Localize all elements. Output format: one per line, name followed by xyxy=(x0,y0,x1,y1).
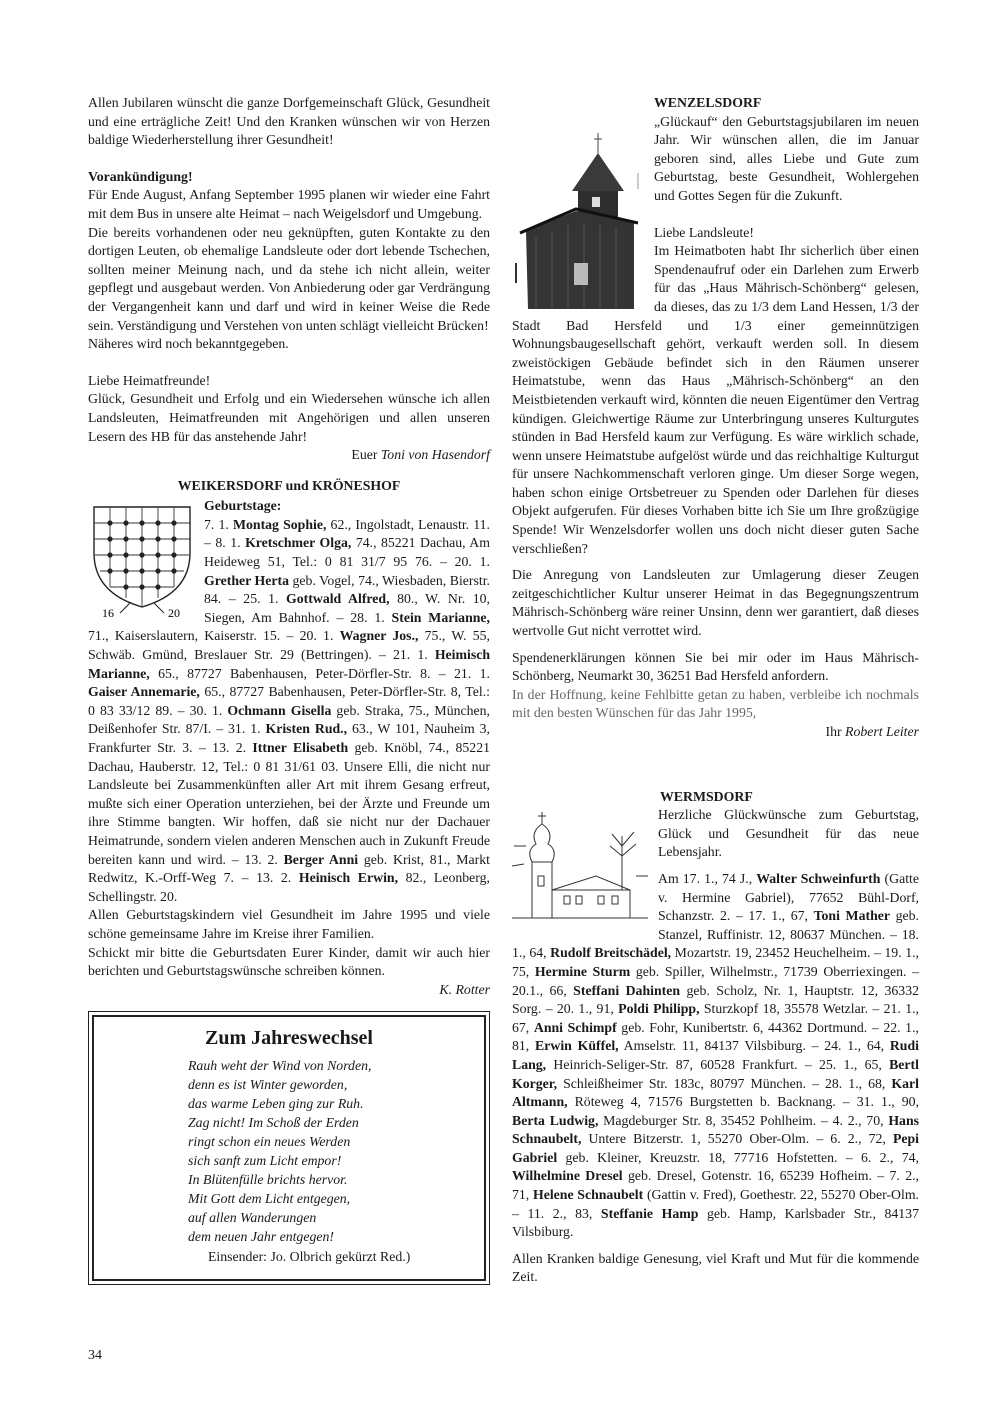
wermsdorf-birthday-entry-details: Schleißheimer Str. 183c, 80797 München. – 28. 1., 68, xyxy=(557,1075,892,1091)
right-column xyxy=(512,94,919,1287)
weikersdorf-birthday-entry-details: 65., 87727 Babenhausen, Peter-Dörfler-Str. 8. – 21. 1. xyxy=(149,665,490,681)
poem-line: Zag nicht! Im Schoß der Erden xyxy=(188,1114,359,1130)
wermsdorf-birthday-entry-details: geb. Hamp, Karlsbader Str., 84137 Vilsbiburg. xyxy=(512,1205,919,1240)
announcement-heading: Vorankündigung! xyxy=(88,168,193,184)
poem-line: Rauh weht der Wind von Norden, xyxy=(188,1057,372,1073)
weikersdorf-birthday-entry-details: 75., W. 55, Schwäb. Gmünd, Breslauer Str. 29 (Bettringen). – 21. 1. xyxy=(88,628,490,663)
wermsdorf-birthday-entry-details: Röteweg 4, 71576 Burgstetten b. Backnang. – 31. 1., 90, xyxy=(567,1094,919,1110)
wermsdorf-birthday-list xyxy=(512,870,919,1242)
wermsdorf-birthday-entry-details: Heinrich-Seliger-Str. 87, 60528 Frankfurt. – 25. 1., 65, xyxy=(546,1056,890,1072)
wermsdorf-birthday-entry-name: Bertl Korger, xyxy=(512,1056,919,1091)
weikersdorf-birthday-entry-name: Ittner Elisabeth xyxy=(252,740,349,755)
weikersdorf-birthday-entry-name: Gaiser Annemarie, xyxy=(88,684,200,700)
church-sketch-image xyxy=(512,806,650,924)
wermsdorf-birthday-entry-details: (Gattin v. Fred), Goethestr. 22, 55270 Ober-Olm. – 11. 2., 83, xyxy=(512,1187,920,1221)
wenzelsdorf-paragraph-2: Im Heimatboten habt Ihr sicherlich über einen Spendenaufruf oder ein Darlehen zum Erwerb für das „Haus Mährisch-Schönberg“ gelesen, da dieses, das zu 1/3 dem Land Hessen, 1/3 der Stadt Bad Hersfeld und 1/3 einer gemeinnützigen Wohnungsbaugesellschaft gehört, verkauft werden soll. In diesem zweistöckigen Gebäude befindet sich in den Räumen unserer Heimatstube, wenn das Haus „Mährisch-Schönberg“ an den Meistbietenden verkauft wird, könnten die neuen Eigentümer den Vertrag kündigen. Gleichwertige Räume zur Unterbringung unseres Kulturgutes stünden in Bad Hersfeld kaum zur Verfügung. Es wäre wirklich schade, wenn unsere Heimatstube aufgelöst würde und das reichhaltige Kulturgut für unsere Nachkommenschaft verloren ginge. Um dieser Sorge wegen, haben schon einige Ortsbetreuer zu Spenden oder Darlehen für dieses Objekt aufgerufen. Für dieses Vorhaben bitte ich Sie um Ihre großzügige Spende! Wir Wenzelsdorfer wollen uns doch nicht dieser guten Sache verschließen? xyxy=(512,243,919,556)
wermsdorf-birthday-entry-name: Karl Altmann, xyxy=(512,1075,919,1110)
coat-of-arms-icon xyxy=(88,501,196,619)
weikersdorf-birthday-entry-name: Kretschmer Olga, xyxy=(245,535,352,551)
weikersdorf-birthday-entry-name: Heinisch Erwin, xyxy=(298,870,399,886)
weikersdorf-birthday-entry-name: Kristen Rud., xyxy=(265,721,348,737)
weikersdorf-birthday-entry-details: 62., Ingolstadt, Lenaustr. 11. – 8. 1. xyxy=(204,516,490,551)
wenzelsdorf-paragraph-1: „Glückauf“ den Geburtstagsjubilaren im neuen Jahr. Wir wünschen allen, die im Januar geboren sind, alles Liebe und Gute zum Geburtstag, beste Gesundheit, Wohlergehen und Gottes Segen für die Zukunft. xyxy=(654,113,919,203)
jubilee-text: Allen Jubilaren wünscht die ganze Dorfgemeinschaft Glück, Gesundheit und eine erträgliche Zeit! Und den Kranken wünschen wir von Herzen baldige Wiederherstellung ihrer Gesundheit! xyxy=(88,95,490,148)
announcement-paragraph-1: Für Ende August, Anfang September 1995 planen wir wieder eine Fahrt mit dem Bus in unsere alte Heimat – nach Weigelsdorf und Umgebung. xyxy=(88,187,490,221)
chapel-sketch-icon xyxy=(512,113,646,309)
weikersdorf-birthday-entry-details: 65., 87727 Babenhausen, Peter-Dörfler-Str. 8, Tel.: 0 83 33/12 89. – 30. 1. xyxy=(88,684,490,718)
wermsdorf-birthday-entry-details: Untere Bitzerstr. 1, 55270 Ober-Olm. – 6. 2., 72, xyxy=(581,1131,893,1147)
weikersdorf-birthday-entry-details: 82., Leonberg, Schellingstr. 20. xyxy=(88,870,490,904)
wermsdorf-birthday-entry-name: Berta Ludwig, xyxy=(512,1112,599,1128)
wermsdorf-birthday-entry-details: geb. Fohr, Kunibertstr. 6, 44362 Dortmund. – 22. 1., 81, xyxy=(512,1019,919,1054)
wermsdorf-birthday-entry-name: Hans Schnaubelt, xyxy=(512,1112,919,1147)
wenzelsdorf-heading: WENZELSDORF xyxy=(654,95,762,110)
wermsdorf-birthday-entry-name: Rudi Lang, xyxy=(512,1038,919,1072)
weikersdorf-birthday-entry-name: Gottwald Alfred, xyxy=(286,591,390,607)
poem-lines xyxy=(108,1056,470,1246)
church-sketch-icon xyxy=(512,806,650,924)
weikersdorf-birthday-entry-date: 7. 1. xyxy=(204,516,233,532)
wenzelsdorf-paragraph-4: Spendenerklärungen können Sie bei mir oder im Haus Mährisch-Schönberg, Neumarkt 30, 36251 Bad Hersfeld anfordern. xyxy=(512,649,919,684)
poem-line: ringt schon ein neues Werden xyxy=(188,1133,351,1149)
left-column xyxy=(88,94,490,1281)
weikersdorf-birthday-entry-name: Montag Sophie, xyxy=(232,516,327,532)
poem-line: In Blütenfülle brichts hervor. xyxy=(188,1171,348,1187)
wermsdorf-birthday-entry-name: Toni Mather xyxy=(813,908,890,924)
greeting-signature xyxy=(88,446,490,465)
wermsdorf-birthday-entry-details: Sturzkopf 18, 35578 Wetzlar. – 21. 1., 67, xyxy=(512,1001,919,1035)
wenzelsdorf-sign-name: Robert Leiter xyxy=(845,724,919,739)
weikersdorf-birthday-entry-details: geb. Krist, 81., Markt Redwitz, K.-Orff-Weg 7. – 13. 2. xyxy=(88,851,490,886)
wenzelsdorf-paragraph-3: Die Anregung von Landsleuten zur Umlagerung dieser Zeugen zeitgeschichtlicher Kultur unserer Heimat in das Begegnungszentrum Mährisch-Schönberg wäre reiner Unsinn, denn wer garantiert, daß dieses wertvolle Gut nicht verrottet wird. xyxy=(512,567,919,639)
weikersdorf-heading: WEIKERSDORF und KRÖNESHOF xyxy=(177,477,401,493)
poem-line: sich sanft zum Licht empor! xyxy=(188,1152,342,1168)
wermsdorf-birthday-entry-name: Wilhelmine Dresel xyxy=(512,1168,623,1184)
weikersdorf-birthday-entry-details: 71., Kaiserslautern, Kaiserstr. 15. – 20. 1. xyxy=(88,628,340,644)
poem-title: Zum Jahreswechsel xyxy=(205,1027,373,1050)
announcement-paragraph-2: Die bereits vorhandenen oder neu geknüpften, guten Kontakte zu den dortigen Leuten, ob ehemalige Landsleute oder dort lebende Tschechen, sollten meiner Meinung nach, und da stehe ich nicht allein, weiter gepflegt und ausgebaut werden. Von Anbiederung oder gar Verdrängung der Vergangenheit kann und darf und wird in keiner Weise die Rede sein. Verständigung und Verstehen von unten schlägt vielleicht Brücken! xyxy=(88,224,490,333)
wermsdorf-birthday-entry-details: geb. Dresel, Gotenstr. 16, 65239 Hofheim. – 7. 2., 71, xyxy=(512,1168,919,1203)
weikersdorf-birthday-entry-details: 63., W 101, Nauheim 3, Frankfurter Str. 3. – 13. 2. xyxy=(88,721,491,755)
weikersdorf-birthday-entry-name: Wagner Jos., xyxy=(339,628,419,644)
weikersdorf-birthday-entry-details: geb. Knöbl, 74., 85221 Dachau, Hauberstr. 12, Tel.: 0 81 31/61 03. Unsere Elli, die nicht nur Landsleute bei Zusammenkünften aller Art mit ihrem Gesang erfreut, mußte sich einer Operation unterziehen, bei der Ärzte und Freunde um ihre Stimme bangten. Wir hoffen, daß sie nicht nur der Dachauer Heimatrunde, sondern vielen anderen Menschen auch in Zukunft Freude bereiten kann und wird. – 13. 2. xyxy=(88,740,490,867)
wermsdorf-birthday-entry-name: Walter Schweinfurth xyxy=(756,870,881,886)
wermsdorf-birthday-entry-details: Magdeburger Str. 8, 35452 Pohlheim. – 4. 2., 70, xyxy=(598,1112,889,1128)
wermsdorf-birthday-entry-name: Erwin Küffel, xyxy=(535,1038,619,1054)
weikersdorf-birthday-entry-details: geb. Vogel, 74., Wiesbaden, Bierstr. 84. – 25. 1. xyxy=(204,572,490,607)
birthdays-label: Geburtstage: xyxy=(204,498,282,514)
wermsdorf-birthday-entry-details: Mozartstr. 19, 23452 Heuchelheim. – 19. 1., 75, xyxy=(512,945,919,979)
wermsdorf-birthday-entry-name: Steffanie Hamp xyxy=(600,1205,699,1221)
greeting-sign-name: Toni von Hasendorf xyxy=(380,447,490,463)
page-number: 34 xyxy=(88,1348,102,1363)
wermsdorf-birthday-entry-details: (Gatte v. Hermine Gabriel), 77652 Bühl-Dorf, Schanzstr. 2. – 17. 1., 67, xyxy=(658,870,919,924)
wermsdorf-birthday-entry-details: geb. Scholz, Nr. 1, Hauptstr. 12, 36332 Sorg. – 20. 1., 91, xyxy=(512,982,919,1017)
greeting-sign-prefix: Euer xyxy=(351,447,378,463)
poem-line: Mit Gott dem Licht entgegen, xyxy=(188,1190,351,1206)
poem-line: denn es ist Winter geworden, xyxy=(188,1076,348,1092)
weikersdorf-signature: K. Rotter xyxy=(439,981,490,997)
weikersdorf-birthday-entry-name: Berger Anni xyxy=(283,851,359,867)
poem-box xyxy=(92,1015,486,1280)
wermsdorf-birthday-entry-details: geb. Spiller, Wilhelmstr., 71739 Oberriexingen. – 20.1., 66, xyxy=(512,963,919,998)
crest-year-right: 20 xyxy=(168,606,180,620)
wenzelsdorf-signature xyxy=(512,723,919,742)
wermsdorf-birthday-entry-name: Rudolf Breitschädel, xyxy=(550,945,672,961)
wermsdorf-closing: Allen Kranken baldige Genesung, viel Kraft und Mut für die kommende Zeit. xyxy=(512,1250,919,1285)
wermsdorf-birthday-entry-date: Am 17. 1., 74 J., xyxy=(658,870,757,886)
wenzelsdorf-paragraph-5: In der Hoffnung, keine Fehlbitte getan zu haben, verbleibe ich nochmals mit den besten Wünschen für das Jahr 1995, xyxy=(512,686,919,721)
wermsdorf-birthday-entry-name: Poldi Philipp, xyxy=(618,1001,700,1017)
wermsdorf-birthday-entry-name: Pepi Gabriel xyxy=(512,1131,919,1165)
wermsdorf-intro: Herzliche Glückwünsche zum Geburtstag, Glück und Gesundheit für das neue Lebensjahr. xyxy=(658,807,919,860)
wermsdorf-birthday-entry-name: Steffani Dahinten xyxy=(573,982,681,998)
greeting-salutation: Liebe Heimatfreunde! xyxy=(88,372,211,388)
wenzelsdorf-sign-prefix: Ihr xyxy=(825,724,842,739)
weikersdorf-birthday-entry-name: Stein Marianne, xyxy=(391,609,490,625)
weikersdorf-birthday-entry-details: 74., 85221 Dachau, Am Heideweg 51, Tel.: 0 81 31/7 95 76. – 20. 1. xyxy=(204,535,490,570)
birthday-wish: Allen Geburtstagskindern viel Gesundheit im Jahre 1995 und viele schöne gemeinsame Jahre im Kreise ihrer Familien. xyxy=(88,907,490,941)
weikersdorf-birthday-entry-details: 80., W. Nr. 10, Siegen, Am Bahnhof. – 28. 1. xyxy=(204,591,490,625)
crest-year-left: 16 xyxy=(102,606,114,620)
wenzelsdorf-salutation: Liebe Landsleute! xyxy=(654,224,754,240)
wermsdorf-heading: WERMSDORF xyxy=(660,788,753,804)
chapel-sketch-image xyxy=(512,113,646,309)
coat-of-arms-image xyxy=(88,501,196,619)
poem-line: auf allen Wanderungen xyxy=(188,1209,317,1225)
weikersdorf-birthday-entry-details: geb. Straka, 75., München, Deißenhofer Str. 87/I. – 31. 1. xyxy=(88,702,490,737)
poem-line: dem neuen Jahr entgegen! xyxy=(188,1228,334,1244)
wermsdorf-birthday-entry-name: Hermine Sturm xyxy=(534,963,631,979)
birthday-request: Schickt mir bitte die Geburtsdaten Eurer Kinder, damit wir auch hier berichten und Geburtstagswünsche schreiben können. xyxy=(88,944,490,979)
wermsdorf-birthday-entry-details: geb. Stanzel, Ruffinistr. 12, 80637 München. – 18. 1., 64, xyxy=(512,908,919,961)
wermsdorf-birthday-entry-name: Anni Schimpf xyxy=(533,1019,617,1035)
weikersdorf-birthday-entry-name: Heimisch Marianne, xyxy=(88,647,490,681)
weikersdorf-birthday-entry-name: Ochmann Gisella xyxy=(227,702,332,718)
announcement-paragraph-3: Näheres wird noch bekanntgegeben. xyxy=(88,336,289,352)
greeting-text: Glück, Gesundheit und Erfolg und ein Wiedersehen wünsche ich allen Landsleuten, Heimatfreunden mit Angehörigen und allen unseren Lesern des HB für das anstehende Jahr! xyxy=(88,391,490,444)
wermsdorf-birthday-entry-name: Helene Schnaubelt xyxy=(532,1187,644,1203)
wermsdorf-birthday-entry-details: Amselstr. 11, 84137 Vilsbiburg. – 24. 1., 64, xyxy=(618,1038,890,1054)
weikersdorf-birthday-entry-name: Grether Herta xyxy=(204,572,289,588)
wermsdorf-birthday-entry-details: geb. Kleiner, Kreuzstr. 18, 77716 Hofstetten. – 6. 2., 74, xyxy=(557,1149,919,1165)
poem-sender: Einsender: Jo. Olbrich gekürzt Red.) xyxy=(208,1248,411,1264)
poem-line: das warme Leben ging zur Ruh. xyxy=(188,1095,364,1111)
